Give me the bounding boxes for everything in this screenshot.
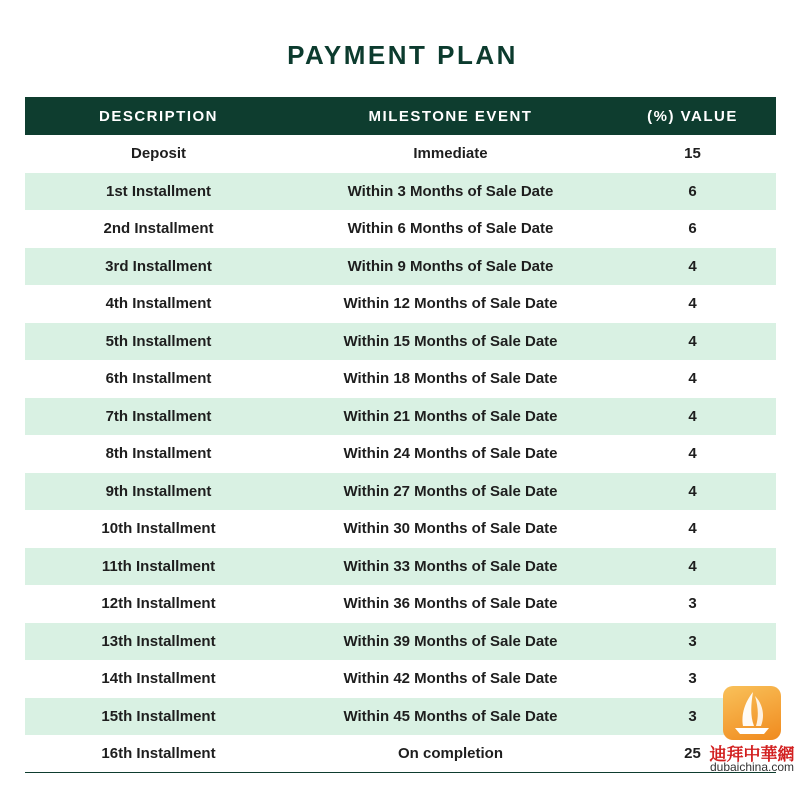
watermark <box>706 684 798 776</box>
cell-description: 14th Installment <box>101 670 216 688</box>
header-description: DESCRIPTION <box>98 107 218 125</box>
cell-value: 4 <box>688 482 697 500</box>
table-row <box>25 660 776 698</box>
cell-value: 4 <box>688 557 697 575</box>
cell-milestone: Within 6 Months of Sale Date <box>347 220 554 238</box>
cell-value: 4 <box>688 407 697 425</box>
watermark-url: dubaichina.com <box>709 760 795 774</box>
cell-description: 16th Installment <box>101 745 216 763</box>
cell-description: 1st Installment <box>105 182 212 200</box>
cell-value: 6 <box>688 220 697 238</box>
page-title: PAYMENT PLAN <box>287 40 518 70</box>
cell-description: 3rd Installment <box>105 257 212 275</box>
cell-value: 4 <box>688 295 697 313</box>
cell-milestone: Within 9 Months of Sale Date <box>347 257 554 275</box>
cell-milestone: Within 39 Months of Sale Date <box>343 632 558 650</box>
header-milestone-event: MILESTONE EVENT <box>368 107 533 125</box>
cell-value: 3 <box>688 670 697 688</box>
cell-description: 10th Installment <box>101 520 216 538</box>
cell-value: 3 <box>688 595 697 613</box>
table-row <box>25 398 776 436</box>
cell-description: 6th Installment <box>105 370 212 388</box>
cell-value: 25 <box>684 745 701 763</box>
watermark-chinese-text: 迪拜中華網 <box>709 745 795 764</box>
cell-milestone: Within 24 Months of Sale Date <box>343 445 558 463</box>
table-row <box>25 623 776 661</box>
table-row <box>25 735 776 773</box>
cell-milestone: Within 30 Months of Sale Date <box>343 520 558 538</box>
cell-value: 15 <box>684 145 701 163</box>
cell-milestone: Within 12 Months of Sale Date <box>343 295 558 313</box>
cell-milestone: Within 27 Months of Sale Date <box>343 482 558 500</box>
table-row <box>25 135 776 173</box>
table-row <box>25 173 776 211</box>
cell-milestone: On completion <box>398 745 503 763</box>
cell-description: Deposit <box>130 145 186 163</box>
cell-milestone: Within 42 Months of Sale Date <box>343 670 558 688</box>
cell-description: 5th Installment <box>105 332 212 350</box>
cell-milestone: Within 21 Months of Sale Date <box>343 407 558 425</box>
table-row <box>25 360 776 398</box>
cell-milestone: Within 15 Months of Sale Date <box>343 332 558 350</box>
cell-milestone: Within 33 Months of Sale Date <box>343 557 558 575</box>
cell-milestone: Within 3 Months of Sale Date <box>347 182 554 200</box>
cell-milestone: Within 36 Months of Sale Date <box>343 595 558 613</box>
table-row <box>25 585 776 623</box>
cell-description: 13th Installment <box>101 632 216 650</box>
table-body <box>25 135 776 773</box>
table-header <box>25 97 776 135</box>
table-row <box>25 210 776 248</box>
cell-value: 4 <box>688 445 697 463</box>
cell-milestone: Within 45 Months of Sale Date <box>343 707 558 725</box>
header-value: (%) VALUE <box>647 107 738 125</box>
cell-description: 11th Installment <box>101 557 216 575</box>
cell-milestone: Within 18 Months of Sale Date <box>343 370 558 388</box>
cell-description: 12th Installment <box>101 595 216 613</box>
cell-value: 4 <box>688 520 697 538</box>
cell-milestone: Immediate <box>413 145 488 163</box>
cell-value: 3 <box>688 707 697 725</box>
cell-description: 9th Installment <box>105 482 212 500</box>
cell-description: 15th Installment <box>101 707 216 725</box>
table-row <box>25 323 776 361</box>
cell-description: 2nd Installment <box>103 220 214 238</box>
cell-value: 6 <box>688 182 697 200</box>
table-row <box>25 698 776 736</box>
sail-logo-icon <box>723 686 781 740</box>
table-row <box>25 473 776 511</box>
cell-value: 4 <box>688 257 697 275</box>
cell-description: 4th Installment <box>105 295 212 313</box>
table-row <box>25 548 776 586</box>
table-row <box>25 510 776 548</box>
payment-plan-table <box>25 97 776 773</box>
table-row <box>25 285 776 323</box>
table-row <box>25 248 776 286</box>
cell-description: 7th Installment <box>105 407 212 425</box>
cell-description: 8th Installment <box>105 445 212 463</box>
cell-value: 4 <box>688 370 697 388</box>
table-row <box>25 435 776 473</box>
cell-value: 4 <box>688 332 697 350</box>
cell-value: 3 <box>688 632 697 650</box>
table-bottom-rule <box>25 772 776 773</box>
